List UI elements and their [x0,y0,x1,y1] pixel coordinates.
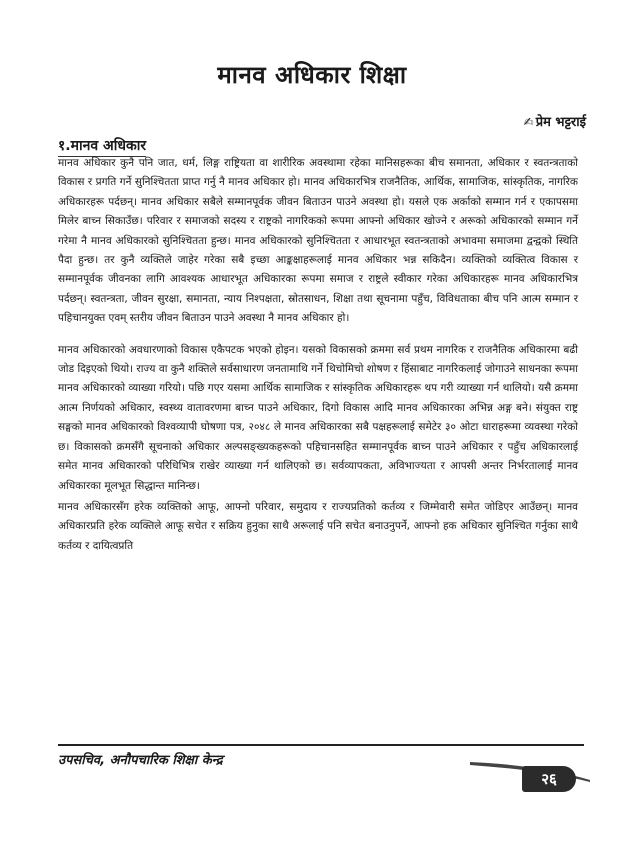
section-heading [58,136,146,155]
author-name: प्रेम भट्टराई [535,115,586,130]
paragraph: मानव अधिकारको अवधारणाको विकास एकैपटक भएको होइन। यसको विकासको क्रममा सर्व प्रथम नागरिक र राजनैतिक अधिकारमा बढी जोड दिइएको थियो। राज्य वा कुनै शक्तिले सर्वसाधारण जनतामाथि गर्ने थिचोमिचो शोषण र हिंसाबाट नागरिकलाई जोगाउने साधनका रूपमा मानव अधिकारको व्याख्या गरियो। पछि गएर यसमा आर्थिक सामाजिक र सांस्कृतिक अधिकारहरू थप गरी व्याख्या गर्न थालियो। यसै क्रममा आत्म निर्णयको अधिकार, स्वस्थ्य वातावरणमा बाच्न पाउने अधिकार, दिगो विकास आदि मानव अधिकारका अभिन्न अङ्ग बने। संयुक्त राष्ट्र सङ्घको मानव अधिकारको विश्वव्यापी घोषणा पत्र, २०४८ ले मानव अधिकारका सबै पक्षहरूलाई समेटेर ३० ओटा धाराहरूमा व्यवस्था गरेको छ। विकासको क्रमसँगै सूचनाको अधिकार अल्पसङ्ख्यकहरूको पहिचानसहित सम्मानपूर्वक बाच्न पाउने अधिकार र पहुँच अधिकारलाई समेत मानव अधिकारको परिधिभित्र राखेर व्याख्या गर्न थालिएको छ। सर्वव्यापकता, अविभाज्यता र आपसी अन्तर निर्भरतालाई मानव अधिकारका मूलभूत सिद्धान्त मानिन्छ। [58,343,578,492]
footer-publisher: उपसचिव, अनौपचारिक शिक्षा केन्द्र [58,753,223,768]
section-heading-text: १.मानव अधिकार [58,138,147,154]
footer-rule [58,744,584,746]
page-number-badge: २६ [522,766,576,792]
author-line [524,112,586,130]
pen-icon: ✍ [523,115,534,129]
page-title: मानव अधिकार शिक्षा [217,61,407,89]
article-body [58,154,578,556]
paragraph: मानव अधिकारसँग हरेक व्यक्तिको आफू, आफ्नो परिवार, समुदाय र राज्यप्रतिको कर्तव्य र जिम्मेवारी समेत जोडिएर आउँछन्। मानव अधिकारप्रति हरेक व्यक्तिले आफू सचेत र सक्रिय हुनुका साथै अरूलाई पनि सचेत बनाउनुपर्ने, आफ्नो हक अधिकार सुनिश्चित गर्नुका साथै कर्तव्य र दायित्वप्रति [58,500,578,552]
paragraph: मानव अधिकार कुनै पनि जात, धर्म, लिङ्ग राष्ट्रियता वा शारीरिक अवस्थामा रहेका मानिसहरूका बीच समानता, अधिकार र स्वतन्त्रताको विकास र प्रगति गर्ने सुनिश्चितता प्राप्त गर्नु नै मानव अधिकार हो। मानव अधिकारभित्र राजनैतिक, आर्थिक, सामाजिक, सांस्कृतिक, नागरिक अधिकारहरू पर्दछन्। मानव अधिकार सबैले सम्मानपूर्वक जीवन बिताउन पाउने अवस्था हो। यसले एक अर्काको सम्मान गर्न र एकापसमा मिलेर बाच्न सिकाउँछ। परिवार र समाजको सदस्य र राष्ट्रको नागरिकको रूपमा आफ्नो अधिकार खोज्ने र अरूको अधिकारको सम्मान गर्ने गरेमा नै मानव अधिकारको सुनिश्चितता हुन्छ। मानव अधिकारको सुनिश्चितता र आधारभूत स्वतन्त्रताको अभावमा समाजमा द्वन्द्वको स्थिति पैदा हुन्छ। तर कुनै व्यक्तिले जाहेर गरेका सबै इच्छा आङ्कक्षाहरूलाई मानव अधिकार भन्न सकिदैन। व्यक्तिको व्यक्तित्व विकास र सम्मानपूर्वक जीवनका लागि आवश्यक आधारभूत अधिकारका रूपमा समाज र राष्ट्रले स्वीकार गरेका अधिकारहरू मानव अधिकारभित्र पर्दछन्। स्वतन्त्रता, जीवन सुरक्षा, समानता, न्याय निश्पक्षता, स्रोतसाधन, शिक्षा तथा सूचनामा पहुँच, विविधताका बीच पनि आत्म सम्मान र पहिचानयुक्त एवम् स्तरीय जीवन बिताउन पाउने अवस्था नै मानव अधिकार हो। [58,157,578,325]
